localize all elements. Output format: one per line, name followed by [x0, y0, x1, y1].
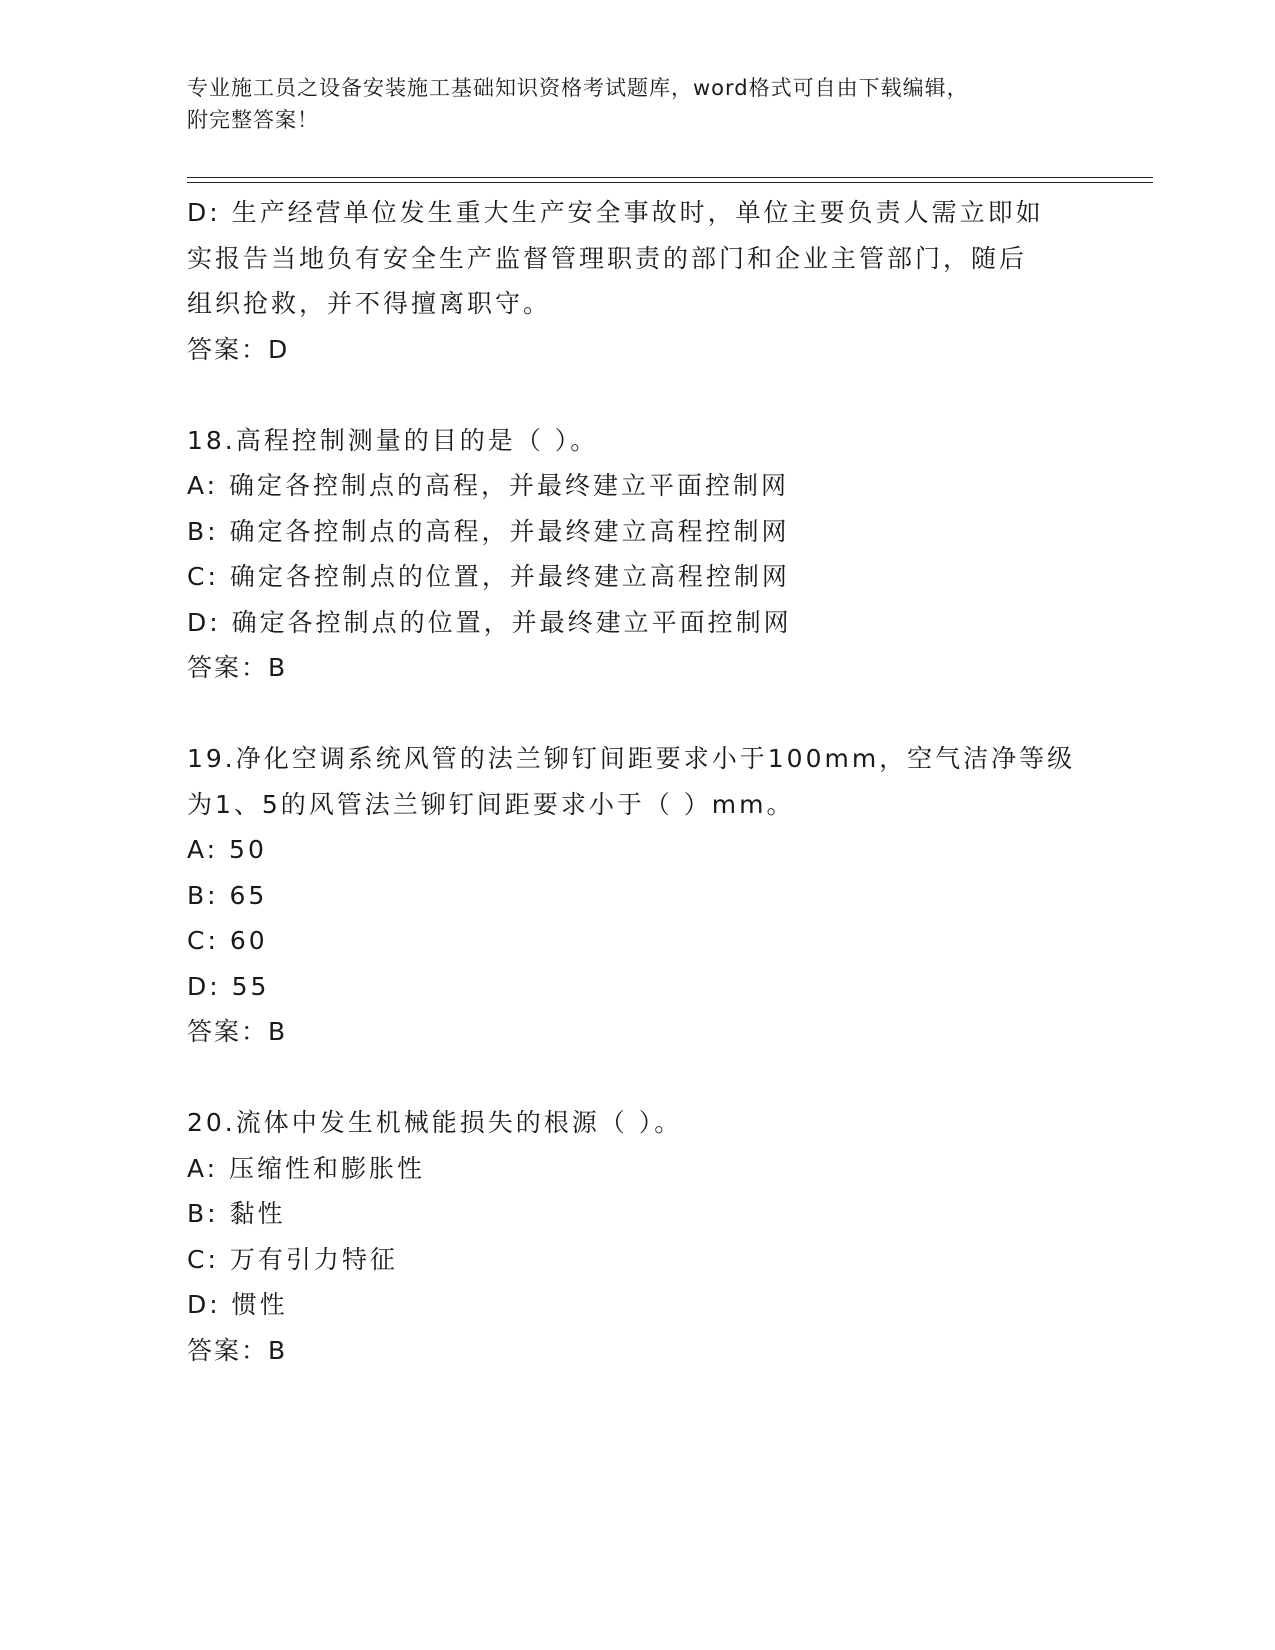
- option-d-text-line-1: D: 生产经营单位发生重大生产安全事故时，单位主要负责人需立即如: [187, 198, 1044, 227]
- option-b: B: 黏性: [187, 1199, 286, 1228]
- question-text: 18.高程控制测量的目的是（ ）。: [187, 425, 599, 455]
- option-a: A: 确定各控制点的高程，并最终建立平面控制网: [187, 471, 790, 500]
- question-19: [187, 736, 1087, 1055]
- option-c: C: 确定各控制点的位置，并最终建立高程控制网: [187, 562, 790, 591]
- option-d: D: 55: [187, 971, 270, 1001]
- question-20: [187, 1100, 1087, 1373]
- option-d: D: 惯性: [187, 1290, 288, 1319]
- option-d-text-line-3: 组织抢救，并不得擅离职守。: [187, 289, 552, 318]
- option-d: D: 确定各控制点的位置，并最终建立平面控制网: [187, 607, 792, 637]
- header-divider-bottom: [187, 182, 1153, 183]
- option-d-text-line-2: 实报告当地负有安全生产监督管理职责的部门和企业主管部门，随后: [187, 243, 1028, 273]
- spacer: [187, 691, 1087, 737]
- spacer: [187, 1055, 1087, 1101]
- question-text-line-1: 19.净化空调系统风管的法兰铆钉间距要求小于100mm，空气洁净等级: [187, 744, 1076, 773]
- answer: 答案：B: [187, 653, 288, 682]
- question-content: [187, 190, 1087, 1373]
- answer: 答案：B: [187, 1017, 288, 1046]
- answer: 答案：B: [187, 1335, 288, 1365]
- question-text-line-2: 为1、5的风管法兰铆钉间距要求小于（ ）mm。: [187, 789, 795, 819]
- header-divider-top: [187, 177, 1153, 178]
- question-text: 20.流体中发生机械能损失的根源（ ）。: [187, 1108, 683, 1137]
- header-title-line-2: 附完整答案！: [187, 108, 319, 132]
- document-header: [187, 72, 1087, 136]
- question-17-tail: [187, 190, 1087, 372]
- option-a: A: 50: [187, 835, 267, 864]
- answer: 答案：D: [187, 334, 290, 364]
- option-a: A: 压缩性和膨胀性: [187, 1153, 426, 1183]
- spacer: [187, 372, 1087, 418]
- header-title-line-1: 专业施工员之设备安装施工基础知识资格考试题库，word格式可自由下载编辑，: [187, 76, 969, 100]
- option-c: C: 60: [187, 926, 268, 955]
- option-b: B: 确定各控制点的高程，并最终建立高程控制网: [187, 516, 790, 546]
- option-c: C: 万有引力特征: [187, 1244, 398, 1274]
- option-b: B: 65: [187, 880, 268, 910]
- question-18: [187, 418, 1087, 691]
